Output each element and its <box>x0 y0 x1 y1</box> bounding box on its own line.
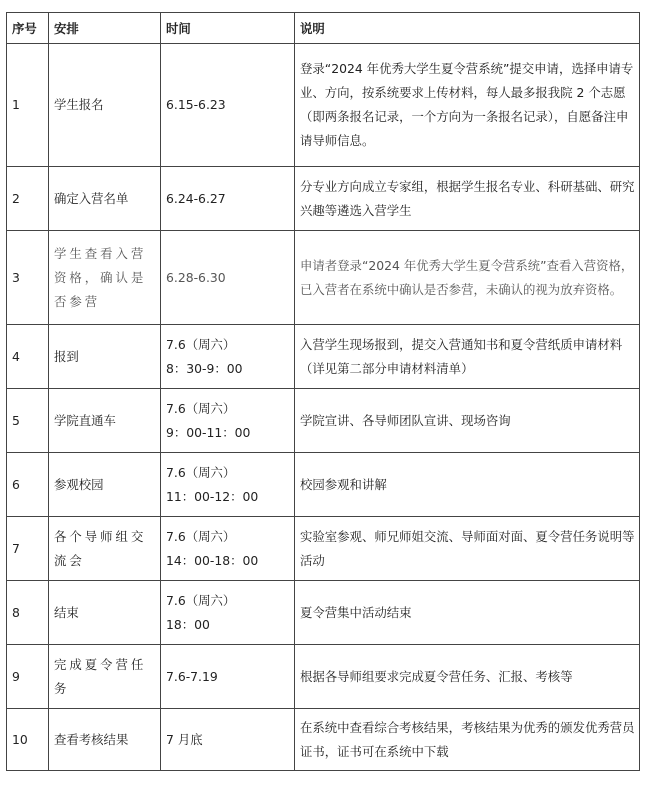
schedule-table <box>6 12 640 771</box>
row-description: 登录“2024 年优秀大学生夏令营系统”提交申请，选择申请专业、方向，按系统要求上传材料，每人最多报我院 2 个志愿（即两条报名记录，一个方向为一条报名记录），自愿备注申请导师信息。 <box>295 44 640 167</box>
row-step: 参观校园 <box>49 453 161 517</box>
row-time: 6.15-6.23 <box>161 44 295 167</box>
table-row <box>7 389 640 453</box>
row-date: 7.6（周六） <box>166 400 236 416</box>
header-row <box>7 13 640 44</box>
row-step: 报到 <box>49 325 161 389</box>
row-index: 8 <box>7 581 49 645</box>
row-index: 3 <box>7 231 49 325</box>
row-index: 6 <box>7 453 49 517</box>
header-description: 说明 <box>295 13 640 44</box>
row-time <box>161 325 295 389</box>
row-step: 学生报名 <box>49 44 161 167</box>
row-step: 完成夏令营任务 <box>49 645 161 709</box>
row-hours: 9：00-11：00 <box>166 424 251 440</box>
row-hours: 8：30-9：00 <box>166 360 243 376</box>
table-row <box>7 453 640 517</box>
table-row <box>7 325 640 389</box>
row-hours: 18：00 <box>166 616 210 632</box>
row-index: 9 <box>7 645 49 709</box>
row-index: 7 <box>7 517 49 581</box>
row-index: 5 <box>7 389 49 453</box>
row-description: 实验室参观、师兄师姐交流、导师面对面、夏令营任务说明等活动 <box>295 517 640 581</box>
row-description: 夏令营集中活动结束 <box>295 581 640 645</box>
row-index: 2 <box>7 167 49 231</box>
row-date: 7.6（周六） <box>166 528 236 544</box>
row-time <box>161 453 295 517</box>
row-hours: 11：00-12：00 <box>166 488 259 504</box>
row-step: 确定入营名单 <box>49 167 161 231</box>
row-description: 学院宣讲、各导师团队宣讲、现场咨询 <box>295 389 640 453</box>
row-step: 各个导师组交流会 <box>49 517 161 581</box>
row-description: 校园参观和讲解 <box>295 453 640 517</box>
row-step: 结束 <box>49 581 161 645</box>
row-description: 入营学生现场报到，提交入营通知书和夏令营纸质申请材料（详见第二部分申请材料清单） <box>295 325 640 389</box>
row-time: 7.6-7.19 <box>161 645 295 709</box>
table-row <box>7 231 640 325</box>
row-time <box>161 517 295 581</box>
row-step: 学院直通车 <box>49 389 161 453</box>
header-time: 时间 <box>161 13 295 44</box>
header-arrangement: 安排 <box>49 13 161 44</box>
row-time <box>161 389 295 453</box>
row-index: 1 <box>7 44 49 167</box>
row-step: 查看考核结果 <box>49 709 161 771</box>
table-row <box>7 581 640 645</box>
row-date: 7.6（周六） <box>166 592 236 608</box>
table-row <box>7 645 640 709</box>
row-date: 7.6（周六） <box>166 464 236 480</box>
row-hours: 14：00-18：00 <box>166 552 259 568</box>
row-time <box>161 581 295 645</box>
table-row <box>7 167 640 231</box>
row-time: 7 月底 <box>161 709 295 771</box>
row-step: 学生查看入营资格，确认是否参营 <box>49 231 161 325</box>
row-time: 6.28-6.30 <box>161 231 295 325</box>
row-date: 7.6（周六） <box>166 336 236 352</box>
row-index: 4 <box>7 325 49 389</box>
table-row <box>7 44 640 167</box>
row-description: 根据各导师组要求完成夏令营任务、汇报、考核等 <box>295 645 640 709</box>
row-description: 申请者登录“2024 年优秀大学生夏令营系统”查看入营资格，已入营者在系统中确认是否参营，未确认的视为放弃资格。 <box>295 231 640 325</box>
table-row <box>7 517 640 581</box>
row-time: 6.24-6.27 <box>161 167 295 231</box>
row-index: 10 <box>7 709 49 771</box>
header-index: 序号 <box>7 13 49 44</box>
row-description: 在系统中查看综合考核结果，考核结果为优秀的颁发优秀营员证书，证书可在系统中下载 <box>295 709 640 771</box>
table-row <box>7 709 640 771</box>
row-description: 分专业方向成立专家组，根据学生报名专业、科研基础、研究兴趣等遴选入营学生 <box>295 167 640 231</box>
